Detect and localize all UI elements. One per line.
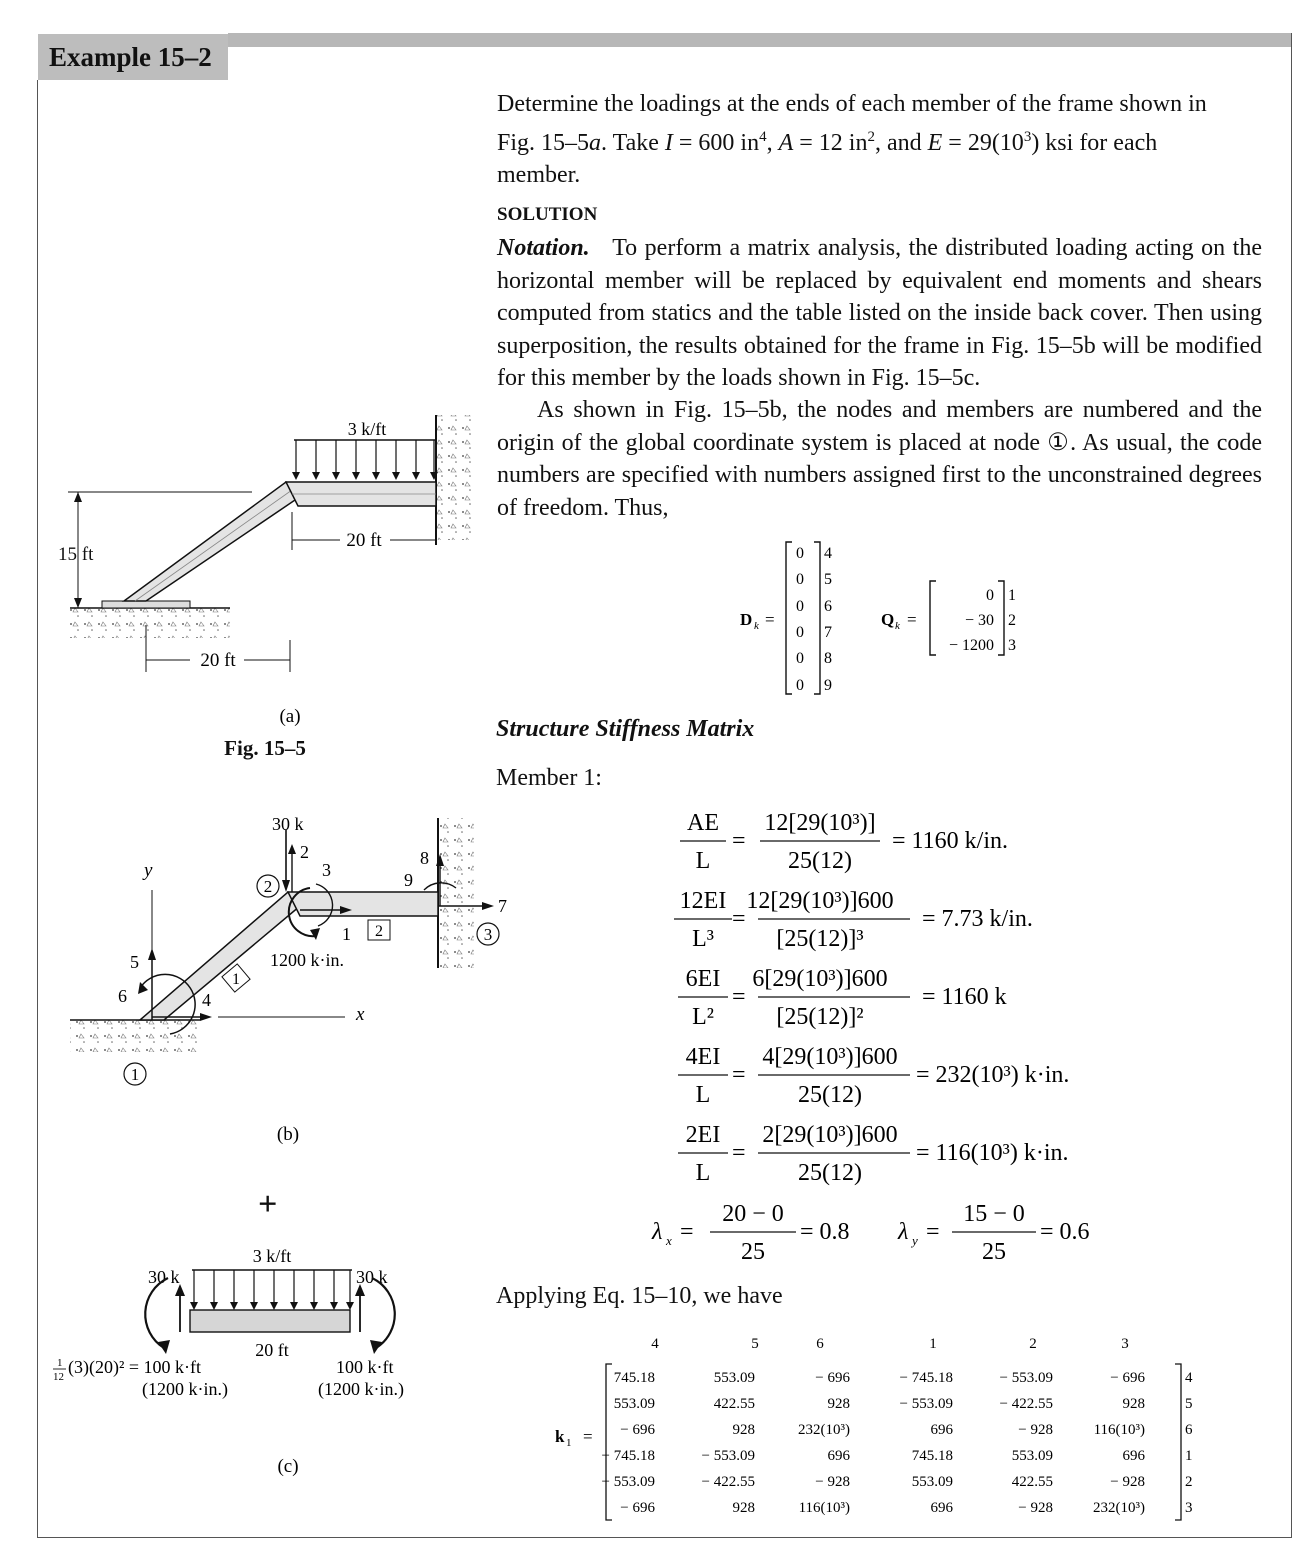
k1-cell: 232(10³) — [1093, 1500, 1145, 1516]
dk-label: D — [740, 610, 753, 629]
dk-code: 6 — [824, 598, 832, 615]
eq-result: = 7.73 k/in. — [922, 906, 1033, 932]
k1-row-code: 6 — [1185, 1422, 1193, 1438]
left-moment-label: (3)(20)² = 100 k·ft — [68, 1357, 202, 1377]
figure-c-label: (c) — [277, 1456, 299, 1477]
equations-group — [674, 810, 1069, 1186]
symbol-I: I — [664, 129, 673, 156]
dk-value: 0 — [796, 677, 804, 694]
exp: 2 — [867, 128, 875, 145]
qk-bracket-right — [998, 581, 1004, 655]
beam — [190, 1310, 350, 1332]
eq-lhs-den: L³ — [692, 926, 714, 952]
k1-cell: − 928 — [1110, 1474, 1145, 1490]
code-3: 3 — [322, 860, 331, 880]
k1-cell: − 696 — [620, 1500, 655, 1516]
dk-value: 0 — [796, 598, 804, 615]
code-5: 5 — [130, 952, 139, 972]
eq-lhs-den: L — [695, 1082, 711, 1108]
symbol-E: E — [927, 129, 943, 156]
k1-cell: − 553.09 — [701, 1448, 755, 1464]
load-label: 3 k/ft — [347, 419, 387, 439]
code-1: 1 — [342, 924, 351, 944]
eq-rhs-num: 12[29(10³)]600 — [746, 888, 894, 914]
left-moment-arrow — [145, 1278, 168, 1348]
qk-value: 0 — [986, 587, 994, 604]
left-shear-label: 30 k — [148, 1267, 180, 1287]
eq-rhs-den: [25(12)]² — [776, 1004, 864, 1030]
k1-cell: − 928 — [1018, 1422, 1053, 1438]
code-8: 8 — [420, 848, 429, 868]
figure-b-label: (b) — [276, 1124, 300, 1145]
lambda-x-symbol: λ — [652, 1219, 663, 1245]
qk-value: − 1200 — [948, 637, 994, 654]
member-center-line — [135, 490, 292, 601]
k1-cell: − 745.18 — [601, 1448, 655, 1464]
eq-result: = 1160 k/in. — [892, 828, 1008, 854]
k1-cell: 928 — [1122, 1396, 1145, 1412]
eq-result: = 1160 k — [922, 984, 1007, 1010]
member-label: Member 1: — [496, 765, 602, 791]
eq-rhs-num: 4[29(10³)]600 — [762, 1044, 898, 1070]
eq-equals: = — [732, 984, 746, 1010]
k1-cell: 928 — [732, 1422, 755, 1438]
load-label: 3 k/ft — [252, 1246, 292, 1266]
lambda-x-num: 20 − 0 — [722, 1201, 784, 1227]
ground-soil — [70, 1020, 200, 1052]
k1-cell: 116(10³) — [798, 1500, 850, 1516]
k1-col-code: 6 — [816, 1336, 824, 1352]
qk-code: 3 — [1008, 637, 1016, 654]
eq-lhs-den: L² — [692, 1004, 714, 1030]
k1-cell: − 553.09 — [899, 1396, 953, 1412]
lambda-y-sub: y — [912, 1233, 918, 1248]
dk-value: 0 — [796, 624, 804, 641]
dk-sub: k — [754, 620, 759, 632]
code-6: 6 — [118, 986, 127, 1006]
k1-cell: 696 — [1122, 1448, 1145, 1464]
eq-equals: = — [926, 1219, 940, 1245]
frac-den: 12 — [53, 1371, 64, 1383]
notation-heading: Notation. — [497, 235, 590, 261]
k1-equals: = — [583, 1427, 593, 1446]
y-axis-label: y — [144, 860, 153, 881]
k1-col-code: 4 — [651, 1336, 659, 1352]
k1-cell: 928 — [732, 1500, 755, 1516]
right-moment-label: 100 k·ft — [336, 1357, 394, 1377]
direction-cosines — [640, 1195, 1120, 1270]
fig-ref: Fig. 15–5 — [497, 129, 590, 156]
bottom-span-label: 20 ft — [200, 650, 236, 671]
right-moment-arrow — [372, 1278, 395, 1348]
eq-rhs-den: 25(12) — [798, 1160, 862, 1186]
dk-code: 7 — [824, 624, 832, 641]
ground-soil — [70, 608, 230, 638]
problem-statement — [497, 88, 1262, 192]
figure-b — [60, 808, 520, 1153]
qk-label: Q — [881, 610, 895, 629]
dk-value: 0 — [796, 650, 804, 667]
problem-line3: member. — [497, 162, 581, 188]
qk-sub: k — [895, 620, 900, 632]
right-shear-label: 30 k — [356, 1267, 388, 1287]
qk-code: 1 — [1008, 587, 1016, 604]
dk-bracket-left — [786, 542, 792, 694]
header-band — [228, 33, 1292, 47]
notation-text: To perform a matrix analysis, the distributed loading acting on the horizontal member will be replaced by equivalent end moments and shears computed from statics and the table listed on the inside back cover. Then using superposition, the results obtained for the frame in Fig. 15–5b will be modified for this member by the loads shown in Fig. 15–5c. — [497, 235, 1263, 391]
eq-rhs-num: 6[29(10³)]600 — [752, 966, 888, 992]
text-frag: , and — [874, 129, 928, 156]
load-arrowheads — [190, 1302, 354, 1310]
arrowhead — [158, 1340, 170, 1354]
dim-arrow — [74, 598, 82, 608]
dk-value: 0 — [796, 545, 804, 562]
load-30k-label: 30 k — [272, 814, 304, 834]
eq-equals: = — [732, 1062, 746, 1088]
k1-cell: 232(10³) — [798, 1422, 850, 1438]
k1-cell: 553.09 — [1011, 1448, 1053, 1464]
structure-stiffness-heading: Structure Stiffness Matrix — [496, 716, 755, 742]
dk-value: 0 — [796, 571, 804, 588]
arrowhead — [200, 1013, 212, 1021]
k1-row-code: 4 — [1185, 1370, 1193, 1386]
arrowhead — [288, 844, 296, 854]
k1-label: k — [555, 1427, 565, 1446]
node-3-label: 3 — [483, 925, 493, 944]
dk-code: 4 — [824, 545, 832, 562]
k1-cell: 696 — [930, 1422, 953, 1438]
eq-lhs-num: 4EI — [685, 1044, 721, 1070]
k1-cell: − 553.09 — [999, 1370, 1053, 1386]
lambda-y-den: 25 — [982, 1239, 1006, 1265]
node-1-label: 1 — [130, 1065, 140, 1084]
arrowhead — [282, 880, 290, 892]
stiffness-equations — [640, 800, 1120, 1200]
k1-matrix — [555, 1330, 1205, 1530]
k1-cell: − 696 — [815, 1370, 850, 1386]
lambda-y-num: 15 − 0 — [963, 1201, 1025, 1227]
eq-result: = 116(10³) k·in. — [916, 1140, 1069, 1166]
k1-cell: 553.09 — [613, 1396, 655, 1412]
solution-heading: SOLUTION — [497, 204, 598, 225]
problem-line1: Determine the loadings at the ends of each member of the frame shown in — [497, 91, 1207, 117]
frame-border-right — [1291, 33, 1292, 1538]
value-I: = 600 in — [672, 129, 760, 156]
k1-cell: 745.18 — [911, 1448, 953, 1464]
qk-equals: = — [907, 610, 917, 629]
k1-col-code: 3 — [1121, 1336, 1129, 1352]
k1-row-code: 2 — [1185, 1474, 1193, 1490]
eq-rhs-num: 2[29(10³)]600 — [762, 1122, 898, 1148]
k1-col-code: 5 — [751, 1336, 759, 1352]
right-moment-kin: (1200 k·in.) — [318, 1379, 404, 1399]
frame-border-bottom — [37, 1537, 1292, 1538]
k1-cell: − 553.09 — [601, 1474, 655, 1490]
code-9: 9 — [404, 870, 413, 890]
eq-equals: = — [680, 1219, 694, 1245]
load-arrows — [194, 1270, 350, 1306]
k1-cell: 116(10³) — [1093, 1422, 1145, 1438]
k1-cell: 422.55 — [1011, 1474, 1053, 1490]
k1-cell: 928 — [827, 1396, 850, 1412]
eq-rhs-den: 25(12) — [788, 848, 852, 874]
eq-rhs-num: 12[29(10³)] — [764, 810, 876, 836]
eq-lhs-num: AE — [687, 810, 719, 836]
k1-cell: − 422.55 — [999, 1396, 1053, 1412]
second-paragraph: As shown in Fig. 15–5b, the nodes and members are numbered and the origin of the global coordinate system is placed at node ①. As usual, the code numbers are specified with numbers assigned first to the unconstrained degrees of freedom. Thus, — [497, 397, 1262, 521]
qk-code: 2 — [1008, 612, 1016, 629]
dk-code: 5 — [824, 571, 832, 588]
lambda-y-symbol: λ — [898, 1219, 909, 1245]
k1-col-code: 2 — [1029, 1336, 1037, 1352]
text-frag: , — [766, 129, 779, 156]
k1-cell: − 928 — [1018, 1500, 1053, 1516]
plus-sign: + — [258, 1186, 278, 1223]
example-label: Example 15–2 — [38, 34, 228, 80]
k1-cell: − 696 — [620, 1422, 655, 1438]
k1-col-code: 1 — [929, 1336, 937, 1352]
wall-soil — [436, 415, 472, 540]
text-frag: . Take — [601, 129, 665, 156]
exp: 4 — [759, 128, 767, 145]
node-2-label: 2 — [263, 877, 273, 896]
lambda-x-den: 25 — [741, 1239, 765, 1265]
eq-lhs-num: 2EI — [685, 1122, 721, 1148]
k1-cell: 553.09 — [713, 1370, 755, 1386]
inclined-member — [124, 482, 298, 601]
arrowhead — [148, 948, 156, 960]
eq-rhs-den: 25(12) — [798, 1082, 862, 1108]
eq-result: = 232(10³) k·in. — [916, 1062, 1070, 1088]
k1-row-code: 1 — [1185, 1448, 1193, 1464]
wall-soil — [438, 818, 474, 968]
text-frag: ) ksi for each — [1031, 129, 1158, 156]
fig-ref-letter: a — [589, 129, 602, 156]
frac-num: 1 — [57, 1357, 63, 1369]
symbol-A: A — [778, 129, 794, 156]
figure-caption: Fig. 15–5 — [224, 736, 306, 760]
code-2: 2 — [300, 842, 309, 862]
k1-row-code: 3 — [1185, 1500, 1193, 1516]
load-arrowheads — [292, 472, 438, 480]
k1-cell: − 422.55 — [701, 1474, 755, 1490]
lambda-x-result: = 0.8 — [800, 1219, 850, 1245]
dk-code: 8 — [824, 650, 832, 667]
k1-cell: − 745.18 — [899, 1370, 953, 1386]
figure-a — [40, 410, 490, 740]
exp: 3 — [1023, 128, 1032, 145]
k1-cell: 696 — [827, 1448, 850, 1464]
code-7: 7 — [498, 896, 507, 916]
lambda-y-result: = 0.6 — [1040, 1219, 1090, 1245]
top-span-label: 20 ft — [346, 530, 382, 551]
dk-equals: = — [765, 610, 775, 629]
figure-c — [44, 1238, 444, 1488]
k1-row-code: 5 — [1185, 1396, 1193, 1412]
value-A: = 12 in — [793, 129, 868, 156]
load-arrows — [296, 440, 434, 476]
lambda-x-sub: x — [666, 1233, 672, 1248]
frame-border-left — [37, 80, 38, 1538]
k1-cell: − 928 — [815, 1474, 850, 1490]
arrowhead — [310, 928, 320, 940]
base-plate — [102, 601, 190, 608]
k1-cell: 696 — [930, 1500, 953, 1516]
left-moment-kin: (1200 k·in.) — [142, 1379, 228, 1399]
eq-lhs-den: L — [695, 848, 711, 874]
dk-bracket-right — [814, 542, 820, 694]
k1-cell: − 696 — [1110, 1370, 1145, 1386]
figure-a-label: (a) — [279, 706, 301, 727]
qk-vector — [881, 581, 1016, 655]
dk-qk-vectors — [730, 538, 1050, 700]
moment-1200-label: 1200 k·in. — [270, 950, 344, 970]
dk-vector — [740, 542, 832, 694]
height-dim-label: 15 ft — [58, 544, 94, 565]
eq-lhs-num: 6EI — [685, 966, 721, 992]
member-1-label: 1 — [232, 971, 240, 988]
member-2-label: 2 — [375, 923, 383, 940]
qk-value: − 30 — [964, 612, 994, 629]
applying-eq-text: Applying Eq. 15–10, we have — [496, 1283, 783, 1309]
arrowhead — [370, 1340, 382, 1354]
horizontal-member — [288, 892, 438, 916]
qk-bracket-left — [930, 581, 936, 655]
k1-sub: 1 — [566, 1437, 572, 1449]
k1-cell: 422.55 — [713, 1396, 755, 1412]
x-axis-label: x — [356, 1004, 365, 1025]
k1-matrix-body — [555, 1336, 1193, 1520]
eq-equals: = — [732, 906, 746, 932]
value-E: = 29(10 — [942, 129, 1024, 156]
dk-code: 9 — [824, 677, 832, 694]
k1-cell: 553.09 — [911, 1474, 953, 1490]
dim-arrow — [74, 492, 82, 502]
k1-cell: 745.18 — [613, 1370, 655, 1386]
k1-bracket-left — [606, 1364, 612, 1520]
code-4: 4 — [202, 990, 211, 1010]
k1-bracket-right — [1175, 1364, 1181, 1520]
eq-equals: = — [732, 828, 746, 854]
eq-lhs-num: 12EI — [679, 888, 727, 914]
eq-equals: = — [732, 1140, 746, 1166]
arrowhead — [482, 902, 494, 910]
eq-rhs-den: [25(12)]³ — [776, 926, 864, 952]
eq-lhs-den: L — [695, 1160, 711, 1186]
span-label: 20 ft — [255, 1340, 289, 1360]
notation-paragraph — [497, 232, 1262, 395]
